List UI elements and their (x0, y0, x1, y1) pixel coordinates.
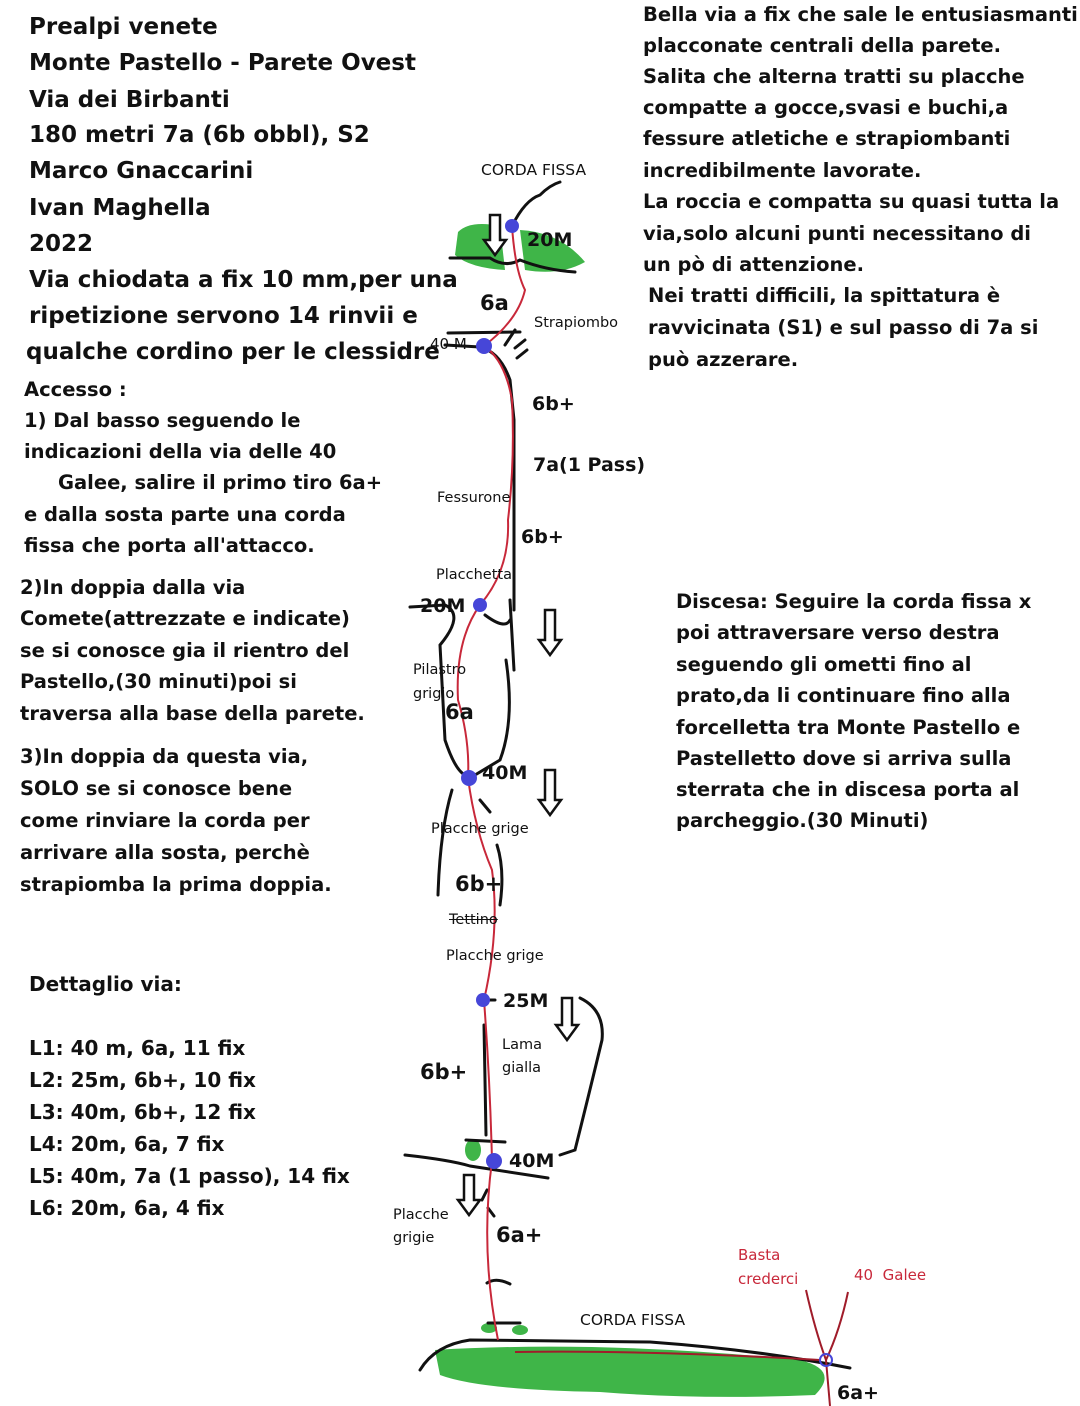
access-line: 3)In doppia da questa via, (20, 745, 309, 768)
description-line: compatte a gocce,svasi e buchi,a (643, 96, 1009, 119)
access-line: Accesso : (24, 378, 127, 401)
header-line: Ivan Maghella (29, 195, 211, 221)
access-line: arrivare alla sosta, perchè (20, 841, 310, 864)
access-line: Pastello,(30 minuti)poi si (20, 670, 297, 693)
grade-label: 6a+ (837, 1382, 879, 1404)
header-line: Monte Pastello - Parete Ovest (29, 50, 416, 76)
header-line: 180 metri 7a (6b obbl), S2 (29, 122, 370, 148)
details-title: Dettaglio via: (29, 972, 182, 996)
belay-label: 20M (420, 595, 466, 617)
belay-label: 40M (509, 1150, 555, 1172)
belay-label: 25M (503, 990, 549, 1012)
header-line: Prealpi venete (29, 14, 218, 40)
description-line: fessure atletiche e strapiombanti (643, 127, 1011, 150)
corda-fissa-bottom-label: CORDA FISSA (580, 1311, 686, 1329)
description-line: La roccia e compatta su quasi tutta la (643, 190, 1060, 213)
descent-line: prato,da li continuare fino alla (676, 684, 1011, 707)
pitch-line: L5: 40m, 7a (1 passo), 14 fix (29, 1164, 350, 1188)
access-line: fissa che porta all'attacco. (24, 534, 315, 557)
grade-label: 6b+ (521, 526, 564, 548)
grade-label: 7a(1 Pass) (533, 454, 646, 476)
feature-label: grigio (413, 686, 455, 702)
other-route-label: 40 Galee (854, 1266, 927, 1284)
access-line: Comete(attrezzate e indicate) (20, 607, 350, 630)
access-line: e dalla sosta parte una corda (24, 503, 346, 526)
descent-line: seguendo gli ometti fino al (676, 653, 972, 676)
access-line: come rinviare la corda per (20, 809, 310, 832)
description-line: ravvicinata (S1) e sul passo di 7a si (648, 316, 1039, 339)
header-line: Via dei Birbanti (29, 87, 230, 113)
feature-label: Lama (502, 1037, 542, 1053)
belay-label: 40M (482, 762, 528, 784)
pitch-line: L4: 20m, 6a, 7 fix (29, 1132, 225, 1156)
belay-label: 40 M (430, 335, 467, 353)
access-line: strapiomba la prima doppia. (20, 873, 332, 896)
pitch-line: L6: 20m, 6a, 4 fix (29, 1196, 225, 1220)
description-line: via,solo alcuni punti necessitano di (643, 222, 1031, 245)
grade-label: 6a+ (496, 1223, 543, 1247)
corda-fissa-top-label: CORDA FISSA (481, 161, 587, 179)
descent-line: Discesa: Seguire la corda fissa x (676, 590, 1032, 613)
descent-line: forcelletta tra Monte Pastello e (676, 716, 1021, 739)
grade-label: 6b+ (455, 872, 503, 896)
feature-label: Tettino (449, 912, 498, 928)
feature-label: grigie (393, 1230, 435, 1246)
feature-label: Strapiombo (534, 315, 619, 331)
feature-label: Pilastro (413, 662, 467, 678)
access-line: 1) Dal basso seguendo le (24, 409, 301, 432)
grade-label: 6a (445, 700, 474, 724)
feature-label: Placchetta (436, 567, 512, 583)
description-line: un pò di attenzione. (643, 253, 864, 276)
header-line: 2022 (29, 231, 94, 257)
feature-label: Placche grige (446, 948, 544, 964)
descent-line: Pastelletto dove si arriva sulla (676, 747, 1012, 770)
access-line: se si conosce gia il rientro del (20, 639, 350, 662)
feature-label: Placche (393, 1207, 449, 1223)
feature-label: Placche grige (431, 821, 529, 837)
pitch-line: L3: 40m, 6b+, 12 fix (29, 1100, 256, 1124)
header-line: Via chiodata a fix 10 mm,per una (29, 267, 458, 293)
access-line: 2)In doppia dalla via (20, 576, 246, 599)
descent-line: poi attraversare verso destra (676, 621, 1000, 644)
descent-line: parcheggio.(30 Minuti) (676, 809, 929, 832)
grade-label: 6b+ (532, 393, 575, 415)
access-line: Galee, salire il primo tiro 6a+ (58, 471, 383, 494)
feature-label: Fessurone (437, 490, 511, 506)
description-line: Bella via a fix che sale le entusiasmanti (643, 3, 1078, 26)
grade-label: 6b+ (420, 1060, 468, 1084)
description-line: incredibilmente lavorate. (643, 159, 922, 182)
feature-label: gialla (502, 1060, 542, 1076)
access-line: SOLO se si conosce bene (20, 777, 293, 800)
header-line: ripetizione servono 14 rinvii e (29, 303, 418, 329)
pitch-line: L1: 40 m, 6a, 11 fix (29, 1036, 246, 1060)
description-line: Nei tratti difficili, la spittatura è (648, 284, 1001, 307)
description-line: placconate centrali della parete. (643, 34, 1002, 57)
pitch-line: L2: 25m, 6b+, 10 fix (29, 1068, 256, 1092)
header-line: Marco Gnaccarini (29, 158, 254, 184)
other-route-label: crederci (738, 1270, 799, 1288)
description-line: può azzerare. (648, 348, 799, 371)
description-line: Salita che alterna tratti su placche (643, 65, 1025, 88)
access-line: traversa alla base della parete. (20, 702, 365, 725)
belay-label: 20M (527, 229, 573, 251)
descent-line: sterrata che in discesa porta al (676, 778, 1020, 801)
access-line: indicazioni della via delle 40 (24, 440, 337, 463)
grade-label: 6a (480, 291, 509, 315)
header-line: qualche cordino per le clessidre (26, 339, 440, 365)
other-route-label: Basta (738, 1246, 781, 1264)
